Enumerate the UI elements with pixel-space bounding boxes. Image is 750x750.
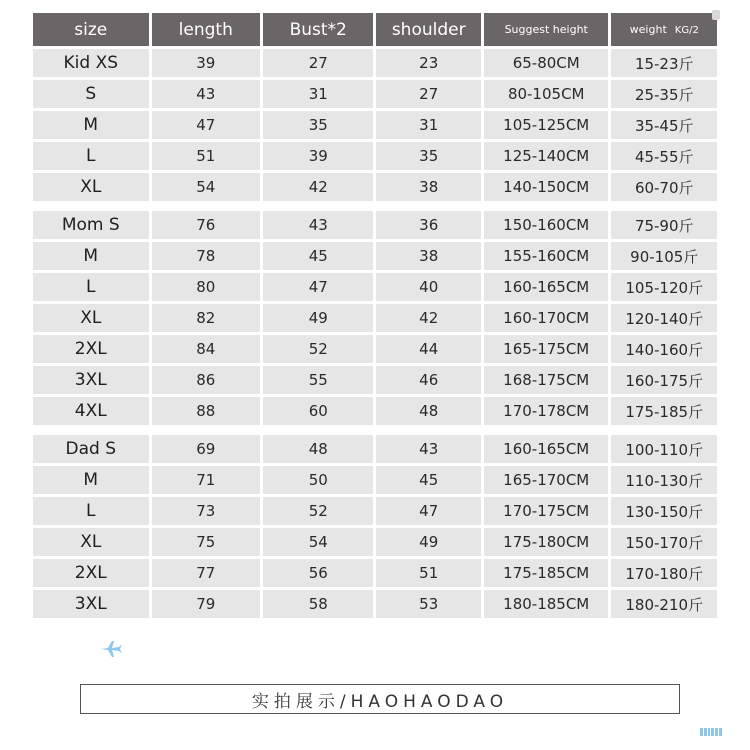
length-cell: 73 [152,497,260,525]
bust-cell: 47 [263,273,373,301]
shoulder-cell: 45 [376,466,480,494]
height-cell: 165-175CM [484,335,609,363]
shoulder-cell: 42 [376,304,480,332]
table-row [33,304,717,332]
height-cell: 160-165CM [484,435,609,463]
height-cell: 105-125CM [484,111,609,139]
size-cell: L [33,497,149,525]
header-size: size [33,13,149,46]
table-row [33,273,717,301]
shoulder-cell: 44 [376,335,480,363]
table-row [33,49,717,77]
bust-cell: 48 [263,435,373,463]
size-cell: Dad S [33,435,149,463]
shoulder-cell: 38 [376,173,480,201]
shoulder-cell: 27 [376,80,480,108]
group-gap-cell [33,204,717,208]
weight-cell: 105-120斤 [611,273,717,301]
height-cell: 80-105CM [484,80,609,108]
weight-cell: 150-170斤 [611,528,717,556]
height-cell: 170-178CM [484,397,609,425]
length-cell: 39 [152,49,260,77]
height-cell: 155-160CM [484,242,609,270]
table-row [33,559,717,587]
bust-cell: 49 [263,304,373,332]
table-row [33,142,717,170]
shoulder-cell: 40 [376,273,480,301]
group-gap [33,204,717,208]
weight-cell: 170-180斤 [611,559,717,587]
weight-cell: 15-23斤 [611,49,717,77]
size-cell: Kid XS [33,49,149,77]
height-cell: 160-170CM [484,304,609,332]
weight-cell: 60-70斤 [611,173,717,201]
shoulder-cell: 53 [376,590,480,618]
height-cell: 125-140CM [484,142,609,170]
height-cell: 140-150CM [484,173,609,201]
header-shoulder: shoulder [376,13,480,46]
bust-cell: 43 [263,211,373,239]
height-cell: 150-160CM [484,211,609,239]
size-cell: L [33,273,149,301]
bust-cell: 55 [263,366,373,394]
length-cell: 75 [152,528,260,556]
weight-cell: 75-90斤 [611,211,717,239]
bust-cell: 54 [263,528,373,556]
height-cell: 168-175CM [484,366,609,394]
header-row [33,13,717,46]
size-cell: XL [33,304,149,332]
length-cell: 69 [152,435,260,463]
table-row [33,397,717,425]
height-cell: 175-185CM [484,559,609,587]
table-row [33,435,717,463]
shoulder-cell: 31 [376,111,480,139]
shoulder-cell: 51 [376,559,480,587]
bust-cell: 35 [263,111,373,139]
header-weight-unit: KG/2 [674,25,699,36]
length-cell: 80 [152,273,260,301]
size-cell: 3XL [33,366,149,394]
weight-cell: 130-150斤 [611,497,717,525]
table-row [33,80,717,108]
length-cell: 84 [152,335,260,363]
size-cell: M [33,242,149,270]
shoulder-cell: 36 [376,211,480,239]
height-cell: 175-180CM [484,528,609,556]
shoulder-cell: 38 [376,242,480,270]
header-bust: Bust*2 [263,13,373,46]
shoulder-cell: 35 [376,142,480,170]
group-gap-cell [33,428,717,432]
bust-cell: 52 [263,335,373,363]
shoulder-cell: 47 [376,497,480,525]
table-row [33,497,717,525]
height-cell: 160-165CM [484,273,609,301]
weight-cell: 100-110斤 [611,435,717,463]
bust-cell: 42 [263,173,373,201]
bust-cell: 45 [263,242,373,270]
table-row [33,111,717,139]
size-cell: Mom S [33,211,149,239]
table-row [33,335,717,363]
bust-cell: 52 [263,497,373,525]
header-weight [611,13,717,46]
shoulder-cell: 23 [376,49,480,77]
bust-cell: 60 [263,397,373,425]
height-cell: 180-185CM [484,590,609,618]
size-chart-table [30,10,720,621]
bust-cell: 56 [263,559,373,587]
weight-cell: 140-160斤 [611,335,717,363]
table-row [33,366,717,394]
table-row [33,211,717,239]
length-cell: 77 [152,559,260,587]
weight-cell: 175-185斤 [611,397,717,425]
bust-cell: 27 [263,49,373,77]
weight-cell: 45-55斤 [611,142,717,170]
bust-cell: 50 [263,466,373,494]
table-row [33,590,717,618]
shoulder-cell: 43 [376,435,480,463]
length-cell: 47 [152,111,260,139]
table-row [33,242,717,270]
table-row [33,528,717,556]
weight-cell: 90-105斤 [611,242,717,270]
length-cell: 51 [152,142,260,170]
length-cell: 71 [152,466,260,494]
weight-cell: 110-130斤 [611,466,717,494]
size-cell: L [33,142,149,170]
length-cell: 43 [152,80,260,108]
length-cell: 76 [152,211,260,239]
height-cell: 170-175CM [484,497,609,525]
length-cell: 79 [152,590,260,618]
size-cell: 2XL [33,559,149,587]
length-cell: 82 [152,304,260,332]
shoulder-cell: 46 [376,366,480,394]
size-cell: 2XL [33,335,149,363]
size-cell: XL [33,173,149,201]
table-row [33,173,717,201]
height-cell: 65-80CM [484,49,609,77]
weight-cell: 180-210斤 [611,590,717,618]
size-cell: M [33,466,149,494]
weight-cell: 120-140斤 [611,304,717,332]
airplane-icon [100,640,122,658]
header-height: Suggest height [484,13,609,46]
size-cell: M [33,111,149,139]
weight-cell: 25-35斤 [611,80,717,108]
bust-cell: 31 [263,80,373,108]
corner-dot [712,10,720,20]
shoulder-cell: 48 [376,397,480,425]
table-row [33,466,717,494]
group-gap [33,428,717,432]
weight-cell: 35-45斤 [611,111,717,139]
bust-cell: 39 [263,142,373,170]
length-cell: 78 [152,242,260,270]
shoulder-cell: 49 [376,528,480,556]
length-cell: 86 [152,366,260,394]
size-cell: XL [33,528,149,556]
height-cell: 165-170CM [484,466,609,494]
size-cell: 3XL [33,590,149,618]
length-cell: 88 [152,397,260,425]
weight-cell: 160-175斤 [611,366,717,394]
decorative-mark [700,728,722,736]
bust-cell: 58 [263,590,373,618]
table-body [33,49,717,618]
size-cell: S [33,80,149,108]
header-length: length [152,13,260,46]
length-cell: 54 [152,173,260,201]
header-weight-label: weight [629,23,667,36]
size-cell: 4XL [33,397,149,425]
showcase-banner: 实拍展示/HAOHAODAO [80,684,680,714]
